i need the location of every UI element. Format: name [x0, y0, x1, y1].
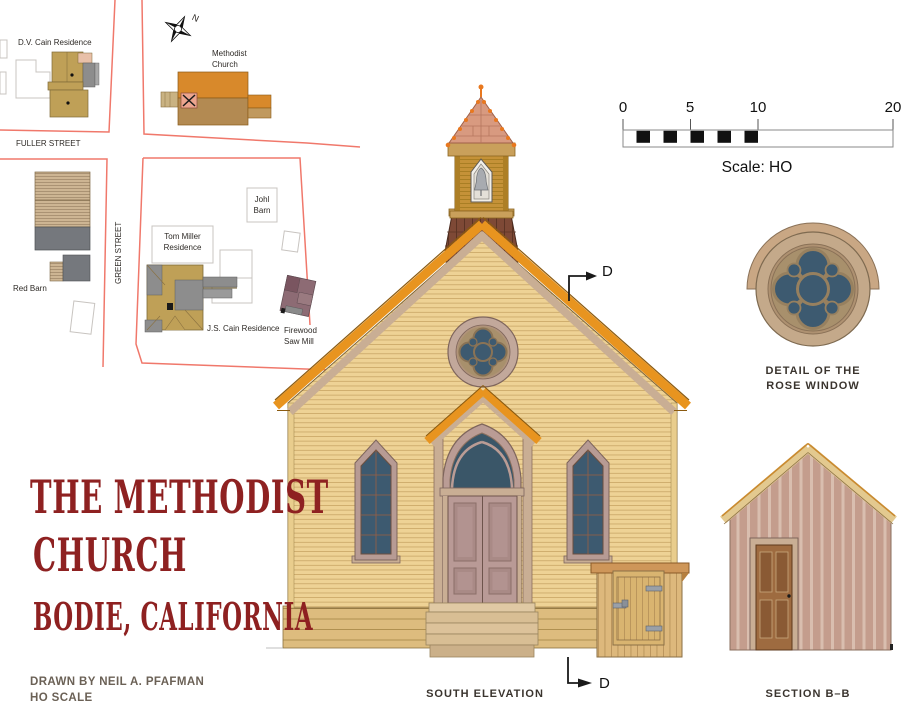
scale-tick-0: 0	[618, 99, 628, 116]
scale-caption: Scale: HO	[721, 159, 793, 176]
map-label-dv-cain: D.V. Cain Residence	[18, 38, 92, 47]
title-line1: THE METHODIST	[30, 470, 329, 524]
rose-detail-caption-line2: ROSE WINDOW	[766, 380, 860, 392]
map-label-johl-line2: Barn	[253, 206, 271, 215]
scale-tick-5: 5	[685, 99, 695, 116]
map-label-tom-miller-line1: Tom Miller	[164, 232, 201, 241]
map-red-barn-buildings	[35, 172, 95, 334]
section-bb-drawing	[722, 444, 895, 651]
site-map	[0, 0, 360, 371]
credit-line1: DRAWN BY NEIL A. PFAFMAN	[30, 676, 205, 688]
map-label-green-street: GREEN STREET	[114, 221, 123, 284]
gothic-window-left	[352, 440, 400, 563]
map-label-firewood-line1: Firewood	[284, 326, 317, 335]
entry-steps	[426, 603, 538, 657]
map-dv-cain-buildings	[0, 40, 99, 117]
map-firewood-sawmill-building	[280, 275, 316, 318]
rose-window	[448, 317, 518, 387]
north-arrow-icon	[159, 10, 197, 48]
rose-detail-caption-line1: DETAIL OF THE	[765, 365, 861, 377]
map-label-methodist-line1: Methodist	[212, 49, 247, 58]
shed-hinge-bottom	[646, 626, 662, 631]
map-label-johl-line1: Johl	[254, 195, 270, 204]
map-label-js-cain: J.S. Cain Residence	[207, 324, 280, 333]
map-label-fuller-street: FULLER STREET	[16, 139, 81, 148]
shed-hinge-top	[646, 586, 662, 591]
entry-double-doors	[443, 496, 521, 603]
shed-door	[613, 571, 664, 645]
scale-tick-10: 10	[749, 99, 767, 116]
section-marker-label-bottom: D	[599, 675, 610, 692]
map-label-red-barn: Red Barn	[13, 284, 47, 293]
map-small-outline-box	[282, 231, 300, 252]
gothic-window-right	[564, 440, 612, 563]
map-label-methodist-line2: Church	[212, 60, 238, 69]
shed-annex	[591, 563, 689, 657]
map-johl-barn-box	[247, 188, 277, 222]
map-label-north: N	[190, 12, 201, 24]
title-line3: BODIE, CALIFORNIA	[33, 594, 314, 639]
credit-line2: HO SCALE	[30, 692, 93, 704]
scale-tick-20: 20	[884, 99, 902, 116]
rose-window-detail	[747, 223, 879, 346]
section-marker-d-bottom	[568, 657, 592, 688]
south-elevation-caption: SOUTH ELEVATION	[426, 688, 544, 700]
map-label-tom-miller-line2: Residence	[163, 243, 202, 252]
church-elevation	[266, 85, 689, 688]
map-methodist-church-building	[161, 72, 271, 125]
title-line2: CHURCH	[33, 528, 188, 582]
scale-bar	[623, 119, 893, 147]
section-marker-label-top: D	[602, 263, 613, 280]
section-bb-door	[750, 538, 798, 650]
map-label-firewood-line2: Saw Mill	[284, 337, 314, 346]
section-marker-d-top	[569, 272, 597, 302]
section-bb-caption: SECTION B–B	[765, 688, 851, 700]
